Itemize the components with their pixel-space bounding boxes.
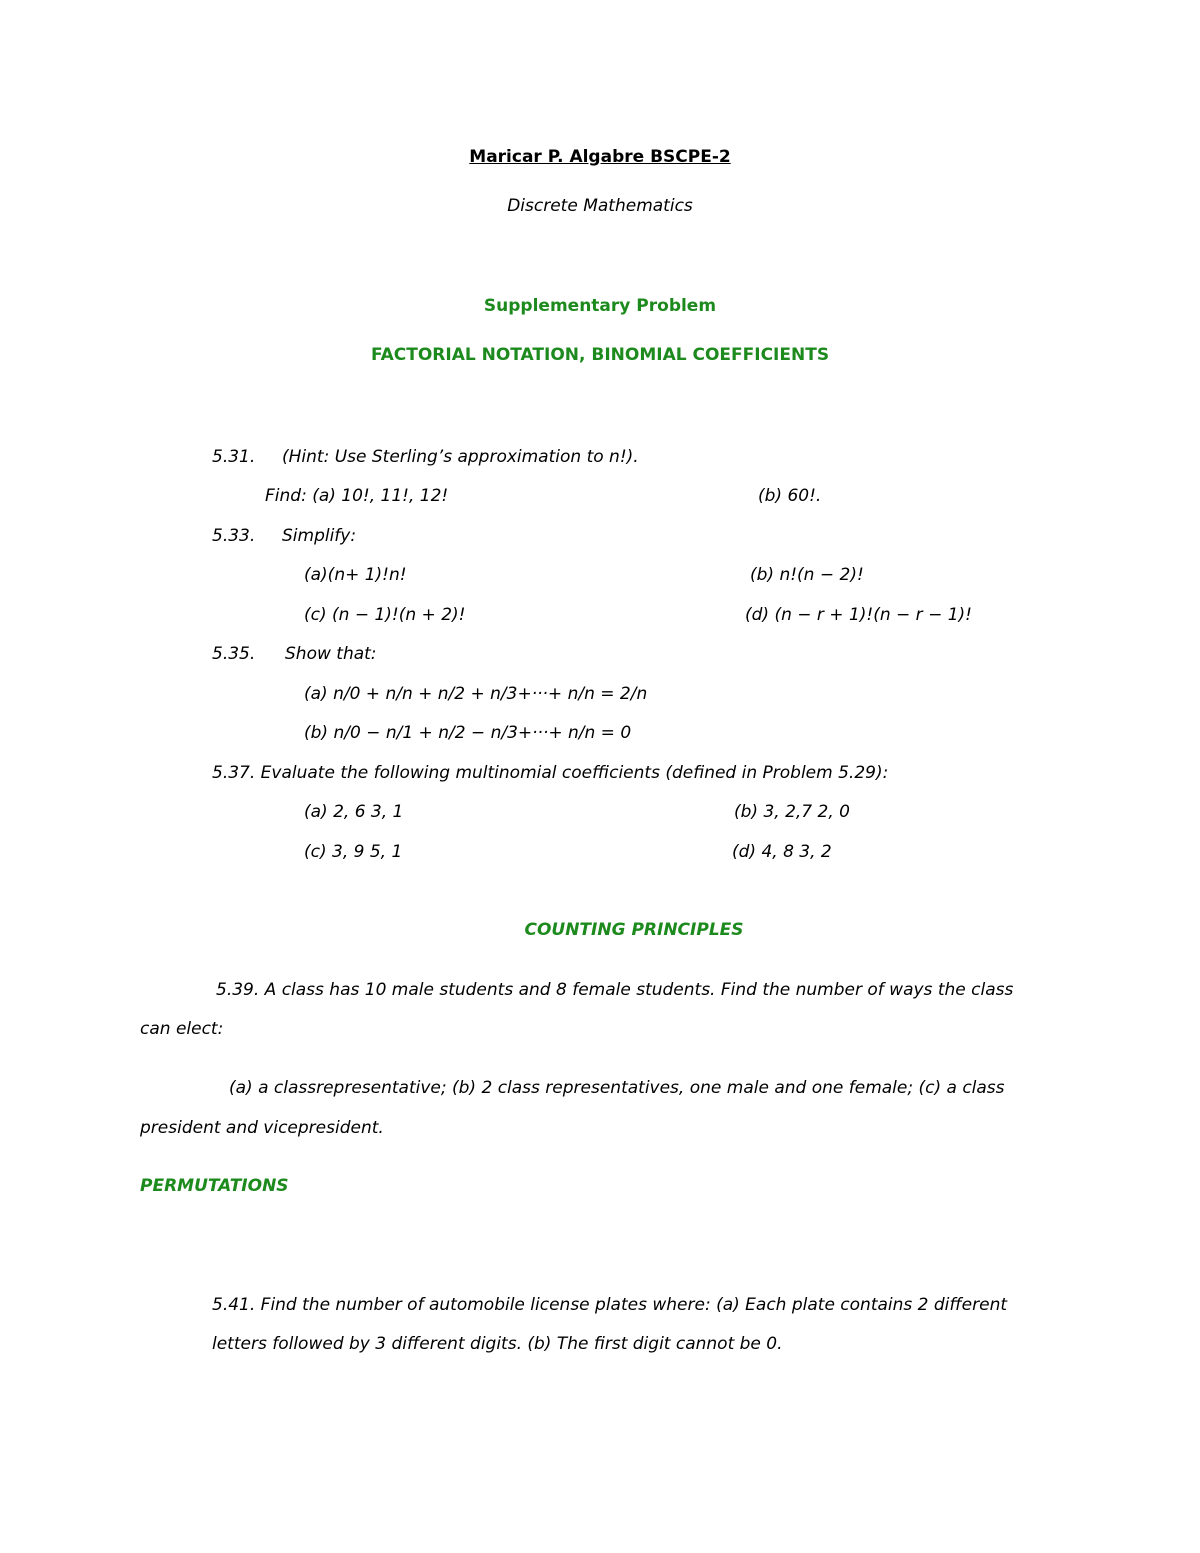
problem-5-35-a: (a) n/0 + n/n + n/2 + n/3+···+ n/n = 2/n <box>304 684 648 704</box>
problem-5-31-find-b: (b) 60!. <box>758 486 822 506</box>
problem-5-35-label: Show that: <box>285 644 377 664</box>
problem-5-31-hint: (Hint: Use Sterling’s approximation to n!). <box>282 447 639 467</box>
problem-5-39-line-2: can elect: <box>140 1019 224 1039</box>
problem-5-33-d: (d) (n − r + 1)!(n − r − 1)! <box>745 605 972 625</box>
problem-5-33-a: (a)(n+ 1)!n! <box>304 565 407 585</box>
problem-5-33-b: (b) n!(n − 2)! <box>750 565 864 585</box>
problem-5-33-c: (c) (n − 1)!(n + 2)! <box>304 605 466 625</box>
problem-5-37-text: 5.37. Evaluate the following multinomial coefficients (defined in Problem 5.29): <box>212 763 889 783</box>
problem-5-39-line-1: 5.39. A class has 10 male students and 8 female students. Find the number of ways the class <box>216 980 1014 1000</box>
problem-5-35-b: (b) n/0 − n/1 + n/2 − n/3+···+ n/n = 0 <box>304 723 632 743</box>
section-permutations: PERMUTATIONS <box>140 1176 289 1196</box>
problem-5-37-c: (c) 3, 9 5, 1 <box>304 842 403 862</box>
section-supplementary: Supplementary Problem <box>483 296 717 316</box>
problem-5-31-find-a: Find: (a) 10!, 11!, 12! <box>265 486 449 506</box>
problem-5-31-number: 5.31. <box>212 447 256 467</box>
problem-5-37-a: (a) 2, 6 3, 1 <box>304 802 404 822</box>
problem-5-37-d: (d) 4, 8 3, 2 <box>732 842 832 862</box>
section-factorial: FACTORIAL NOTATION, BINOMIAL COEFFICIENTS <box>370 345 830 365</box>
problem-5-41-line-1: 5.41. Find the number of automobile license plates where: (a) Each plate contains 2 different <box>212 1295 1008 1315</box>
section-counting: COUNTING PRINCIPLES <box>524 920 744 940</box>
problem-5-39-line-3: (a) a classrepresentative; (b) 2 class representatives, one male and one female; (c) a class <box>229 1078 1005 1098</box>
problem-5-33-number: 5.33. <box>212 526 256 546</box>
problem-5-35-number: 5.35. <box>212 644 256 664</box>
problem-5-37-b: (b) 3, 2,7 2, 0 <box>734 802 850 822</box>
problem-5-41-line-2: letters followed by 3 different digits. (b) The first digit cannot be 0. <box>212 1334 783 1354</box>
course-title: Discrete Mathematics <box>507 196 693 216</box>
problem-5-33-label: Simplify: <box>282 526 357 546</box>
problem-5-39-line-4: president and vicepresident. <box>140 1118 384 1138</box>
author-line: Maricar P. Algabre BSCPE-2 <box>469 147 731 167</box>
